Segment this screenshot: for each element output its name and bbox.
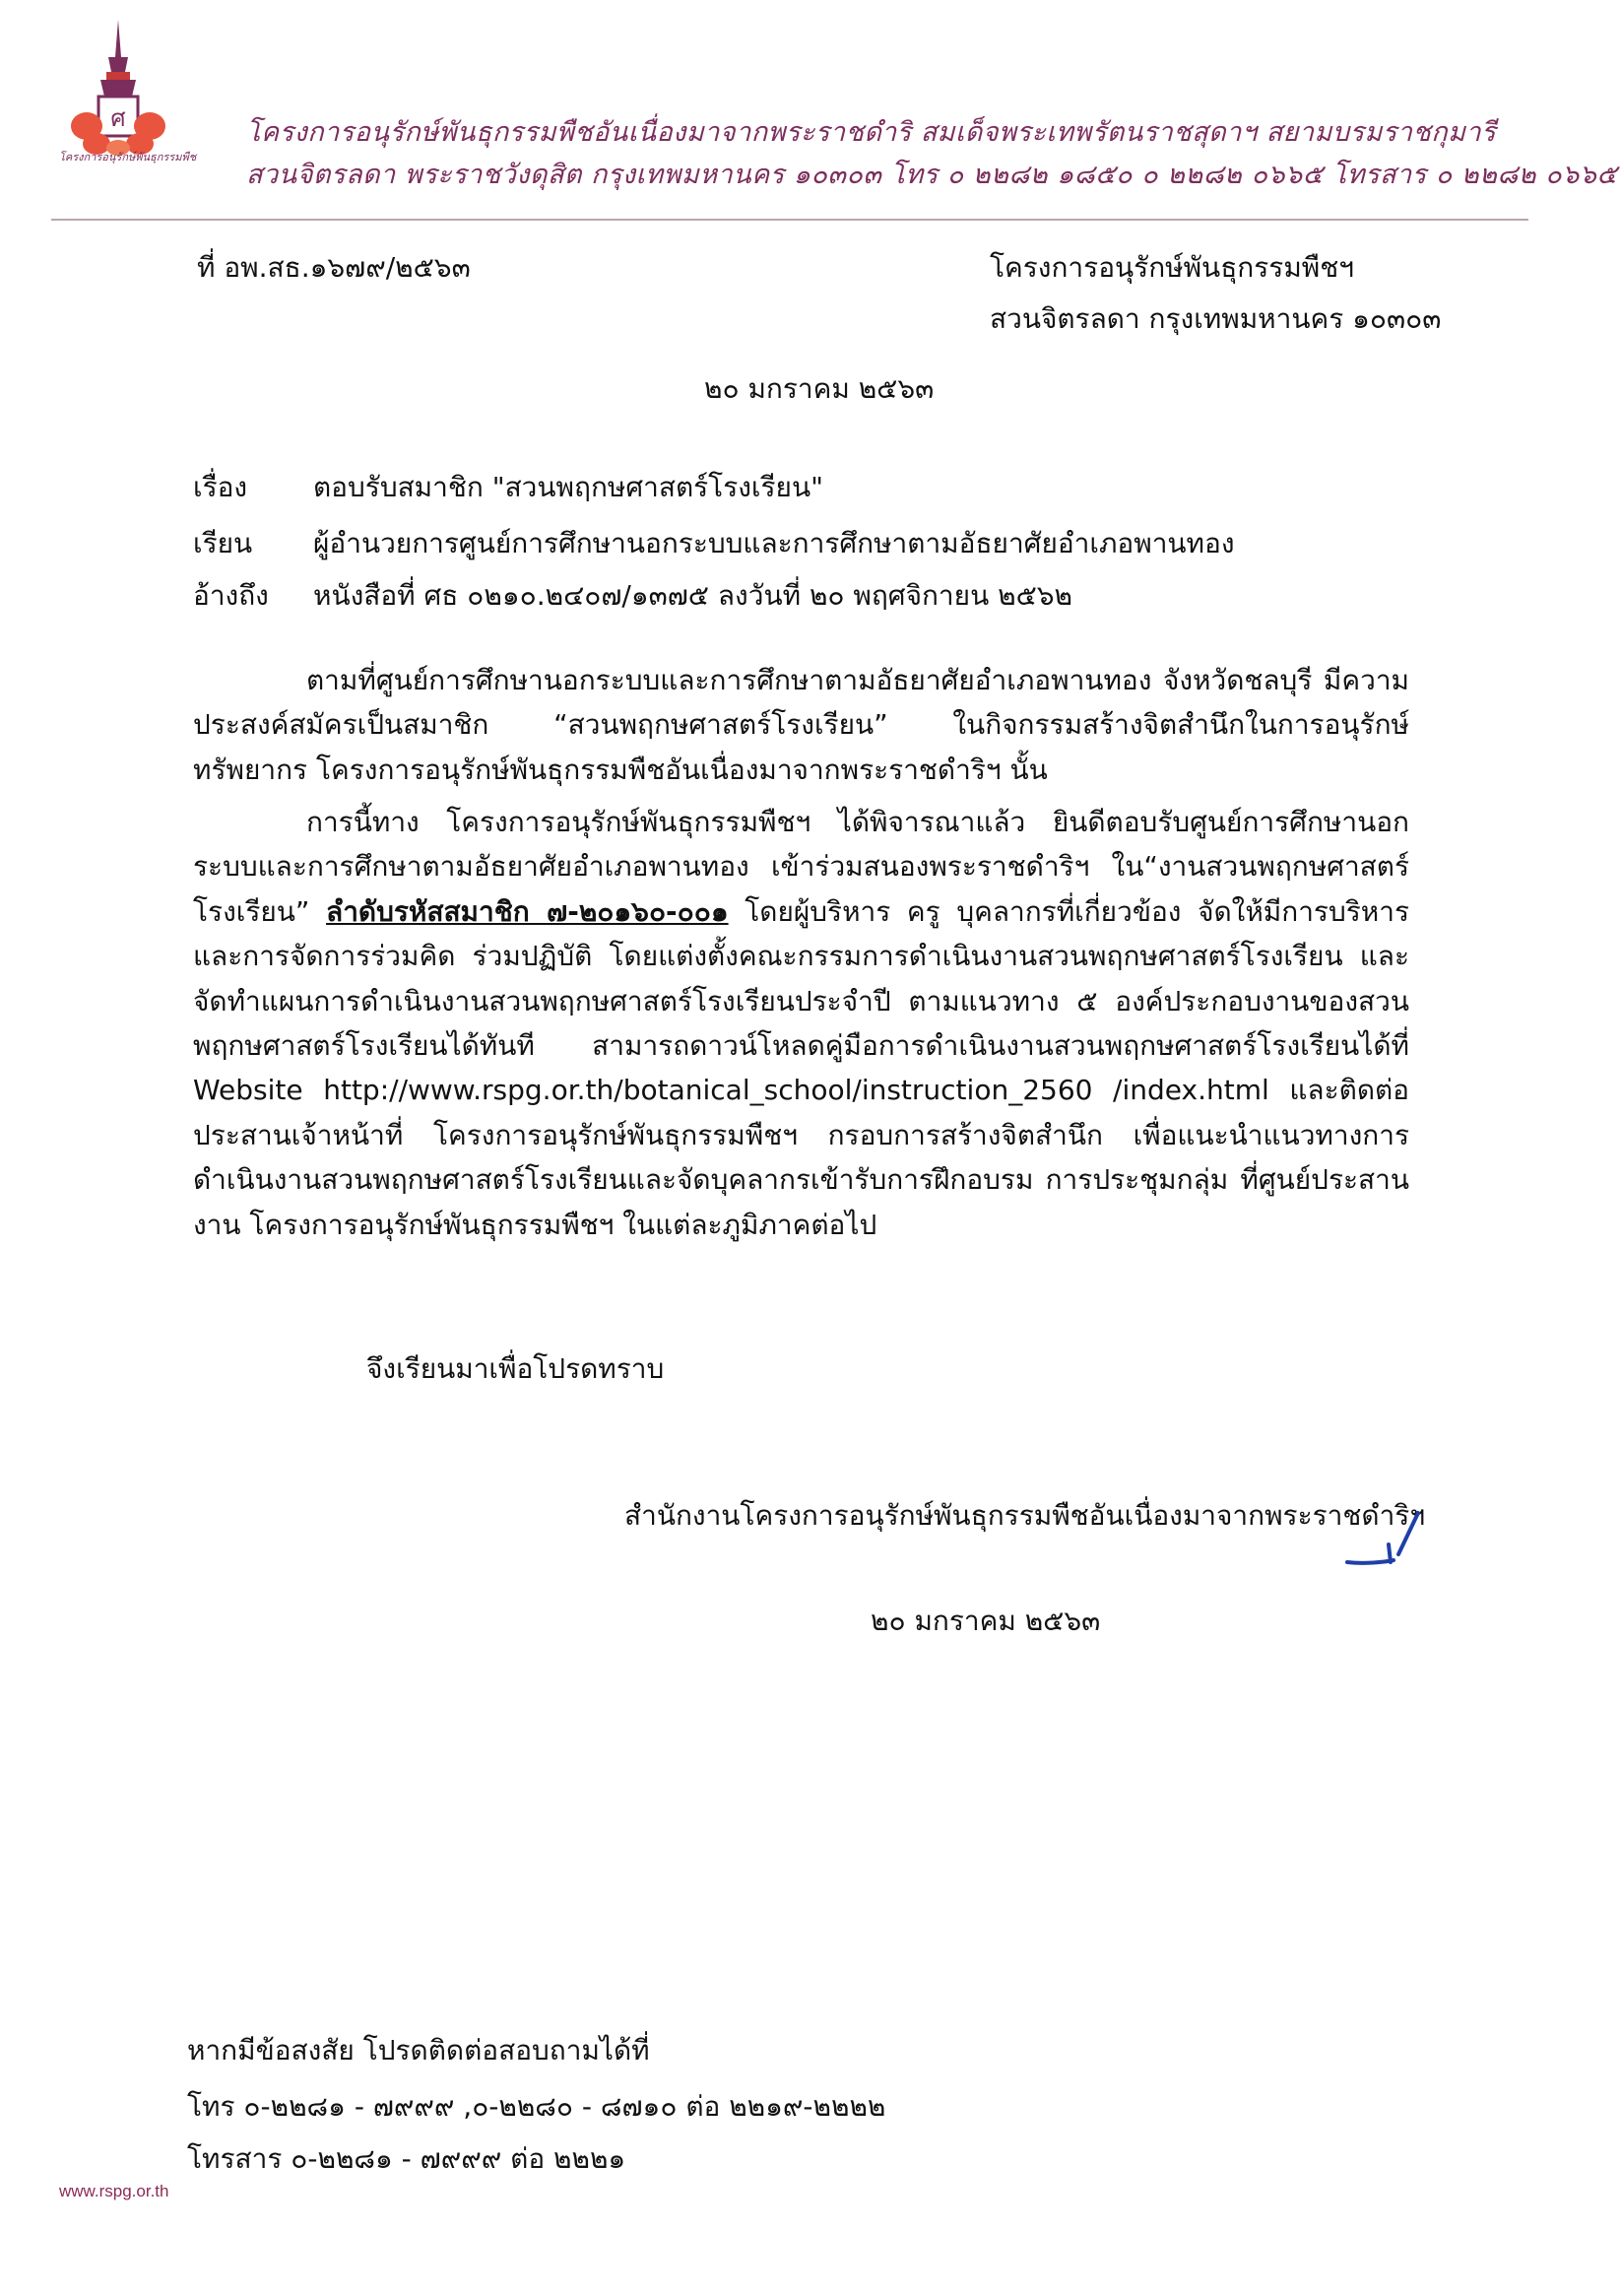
contact-phone: โทร ๐-๒๒๘๑ - ๗๙๙๙ ,๐-๒๒๘๐ - ๘๗๑๐ ต่อ ๒๒๑๙-๒๒๒๒ xyxy=(187,2090,886,2123)
signature-date: ๒๐ มกราคม ๒๕๖๓ xyxy=(871,1605,1101,1637)
subject-label: เรื่อง xyxy=(193,471,248,503)
letterhead-line-1: โครงการอนุรักษ์พันธุกรรมพืชอันเนื่องมาจากพระราชดำริ สมเด็จพระเทพรัตนราชสุดาฯ สยามบรมราชกุมารี xyxy=(246,117,1497,148)
org-name: โครงการอนุรักษ์พันธุกรรมพืชฯ xyxy=(990,251,1354,284)
org-address: สวนจิตรลดา กรุงเทพมหานคร ๑๐๓๐๓ xyxy=(990,302,1442,335)
reference-label: อ้างถึง xyxy=(193,579,269,612)
body-paragraph-2 xyxy=(193,800,1409,1247)
letterhead-divider xyxy=(51,219,1528,221)
contact-fax: โทรสาร ๐-๒๒๘๑ - ๗๙๙๙ ต่อ ๒๒๒๑ xyxy=(187,2142,626,2175)
member-code: ลำดับรหัสสมาชิก ๗-๒๐๑๖๐-๐๐๑ xyxy=(326,894,729,928)
reference-number: ที่ อพ.สธ.๑๖๗๙/๒๕๖๓ xyxy=(197,251,471,284)
body-paragraph-2-rest: โดยผู้บริหาร ครู บุคลากรที่เกี่ยวข้อง จัดให้มีการบริหารและการจัดการร่วมคิด ร่วมปฏิบัติ โดยแต่งตั้งคณะกรรมการดำเนินงานสวนพฤกษศาสตร์โรงเรียน และจัดทำแผนการดำเนินงานสวนพฤกษศาสตร์โรงเรียนประจำปี ตามแนวทาง ๕ องค์ประกอบงานของสวนพฤกษศาสตร์โรงเรียนได้ทันที สามารถดาวน์โหลดคู่มือการดำเนินงานสวนพฤกษศาสตร์โรงเรียนได้ที่ Website http://www.rspg.or.th/botanical_school/instruction_2560 /index.html และติดต่อประสานเจ้าหน้าที่ โครงการอนุรักษ์พันธุกรรมพืชฯ กรอบการสร้างจิตสำนึก เพื่อแนะนำแนวทางการดำเนินงานสวนพฤกษศาสตร์โรงเรียนและจัดบุคลากรเข้ารับการฝึกอบรม การประชุมกลุ่ม ที่ศูนย์ประสานงาน โครงการอนุรักษ์พันธุกรรมพืชฯ ในแต่ละภูมิภาคต่อไป xyxy=(193,894,1409,1241)
footer-website: www.rspg.or.th xyxy=(59,2182,169,2200)
signature-mark xyxy=(1339,1505,1428,1574)
recipient-label: เรียน xyxy=(193,527,253,559)
body-paragraph-1: ตามที่ศูนย์การศึกษานอกระบบและการศึกษาตามอัธยาศัยอำเภอพานทอง จังหวัดชลบุรี มีความประสงค์สมัครเป็นสมาชิก “สวนพฤกษศาสตร์โรงเรียน” ในกิจกรรมสร้างจิตสำนึกในการอนุรักษ์ทรัพยากร โครงการอนุรักษ์พันธุกรรมพืชอันเนื่องมาจากพระราชดำริฯ นั้น xyxy=(193,664,1409,786)
signature-office: สำนักงานโครงการอนุรักษ์พันธุกรรมพืชอันเนื่องมาจากพระราชดำริฯ xyxy=(624,1499,1426,1532)
recipient-text: ผู้อำนวยการศูนย์การศึกษานอกระบบและการศึกษาตามอัธยาศัยอำเภอพานทอง xyxy=(313,527,1235,559)
subject-text: ตอบรับสมาชิก "สวนพฤกษศาสตร์โรงเรียน" xyxy=(313,471,823,503)
body-paragraph-2-start: การนี้ทาง โครงการอนุรักษ์พันธุกรรมพืชฯ ได้พิจารณาแล้ว ยินดีตอบรับศูนย์การศึกษานอกระบบและการศึกษาตามอัธยาศัยอำเภอพานทอง เข้าร่วมสนองพระราชดำริฯ ใน“งานสวนพฤกษศาสตร์โรงเรียน” xyxy=(193,806,1409,928)
svg-text:ศ: ศ xyxy=(110,104,126,132)
contact-intro: หากมีข้อสงสัย โปรดติดต่อสอบถามได้ที่ xyxy=(187,2034,650,2066)
letterhead-line-2: สวนจิตรลดา พระราชวังดุสิต กรุงเทพมหานคร ๑๐๓๐๓ โทร ๐ ๒๒๘๒ ๑๘๕๐ ๐ ๒๒๘๒ ๐๖๖๕ โทรสาร ๐ ๒๒๘๒ ๐๖๖๕ xyxy=(246,160,1618,190)
logo-caption: โครงการอนุรักษ์พันธุกรรมพืช xyxy=(59,151,197,164)
closing-line: จึงเรียนมาเพื่อโปรดทราบ xyxy=(366,1352,665,1385)
reference-text: หนังสือที่ ศธ ๐๒๑๐.๒๔๐๗/๑๓๗๕ ลงวันที่ ๒๐ พฤศจิกายน ๒๕๖๒ xyxy=(313,579,1072,612)
letter-date: ๒๐ มกราคม ๒๕๖๓ xyxy=(704,372,935,405)
